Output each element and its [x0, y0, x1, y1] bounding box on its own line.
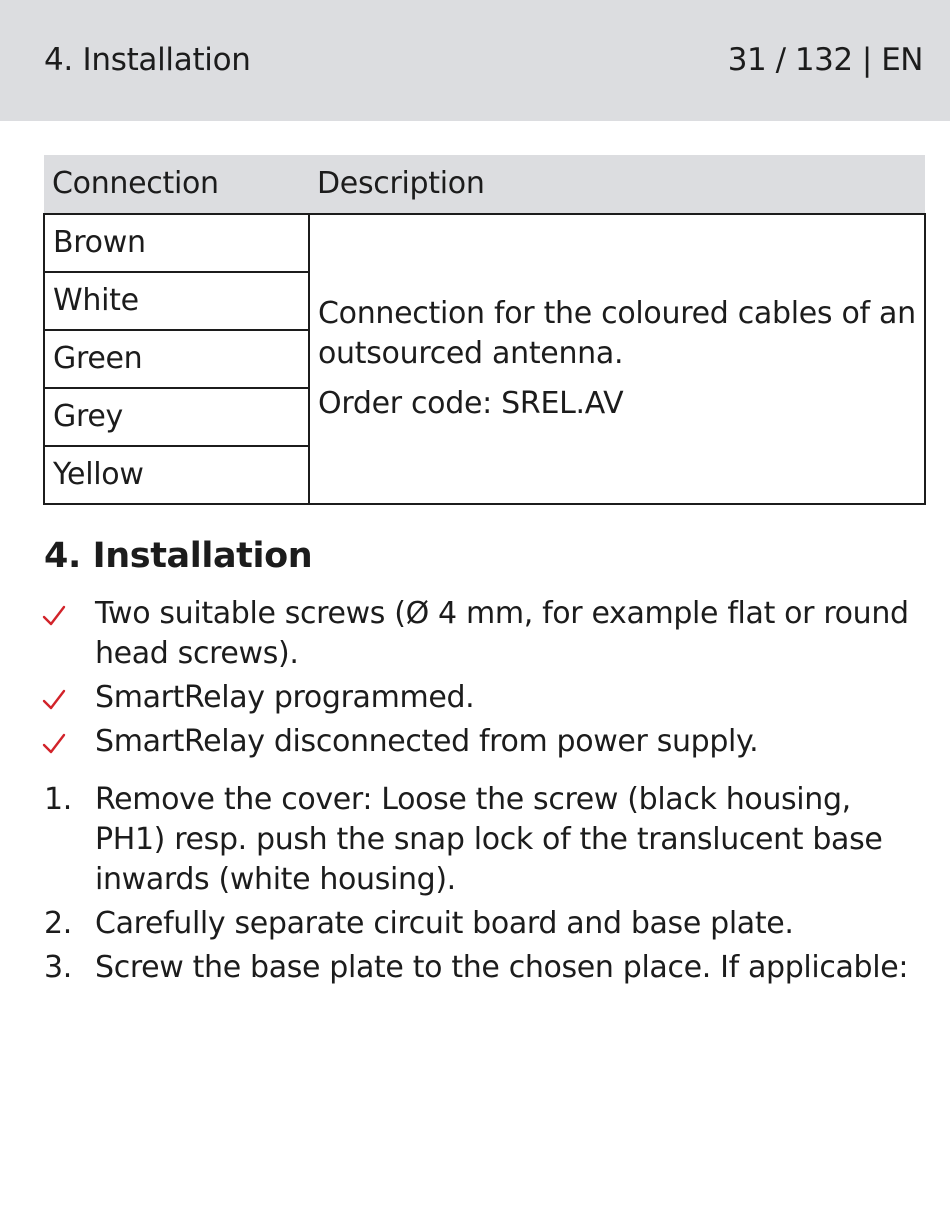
table-row — [44, 214, 925, 272]
step-text: Carefully separate circuit board and base plate. — [95, 906, 794, 941]
table-header-row — [44, 155, 925, 214]
description-text-line1: Connection for the coloured cables of an — [318, 296, 916, 331]
connection-brown: Brown — [44, 214, 309, 272]
list-item — [0, 678, 950, 718]
check-icon — [41, 688, 67, 712]
description-text-line2: outsourced antenna. — [318, 336, 624, 371]
prerequisite-text: SmartRelay programmed. — [95, 680, 475, 715]
steps-list — [0, 780, 950, 992]
column-header-connection: Connection — [44, 155, 309, 214]
step-number: 2. — [44, 906, 72, 941]
step-number: 3. — [44, 950, 72, 985]
check-icon — [41, 604, 67, 628]
header-title: 4. Installation — [44, 42, 251, 78]
connection-green: Green — [44, 330, 309, 388]
prerequisites-list — [0, 594, 950, 766]
column-header-description: Description — [309, 155, 925, 214]
list-item — [0, 948, 950, 988]
step-text: Remove the cover: Loose the screw (black housing, PH1) resp. push the snap lock of the translucent base inwards (white housing). — [95, 782, 883, 897]
connection-table — [43, 155, 926, 505]
connection-white: White — [44, 272, 309, 330]
list-item — [0, 722, 950, 762]
order-code: Order code: SREL.AV — [318, 386, 624, 421]
page-number: 31 / 132 | EN — [727, 42, 923, 78]
section-title: 4. Installation — [44, 536, 313, 576]
check-icon — [41, 732, 67, 756]
prerequisite-text: SmartRelay disconnected from power supply. — [95, 724, 759, 759]
description-cell — [309, 214, 925, 504]
prerequisite-text: Two suitable screws (Ø 4 mm, for example flat or round head screws). — [95, 596, 909, 671]
connection-grey: Grey — [44, 388, 309, 446]
connection-yellow: Yellow — [44, 446, 309, 504]
step-text: Screw the base plate to the chosen place. If applicable: — [95, 950, 909, 985]
list-item — [0, 904, 950, 944]
page-header — [0, 0, 950, 121]
list-item — [0, 594, 950, 674]
step-number: 1. — [44, 782, 72, 817]
list-item — [0, 780, 950, 900]
